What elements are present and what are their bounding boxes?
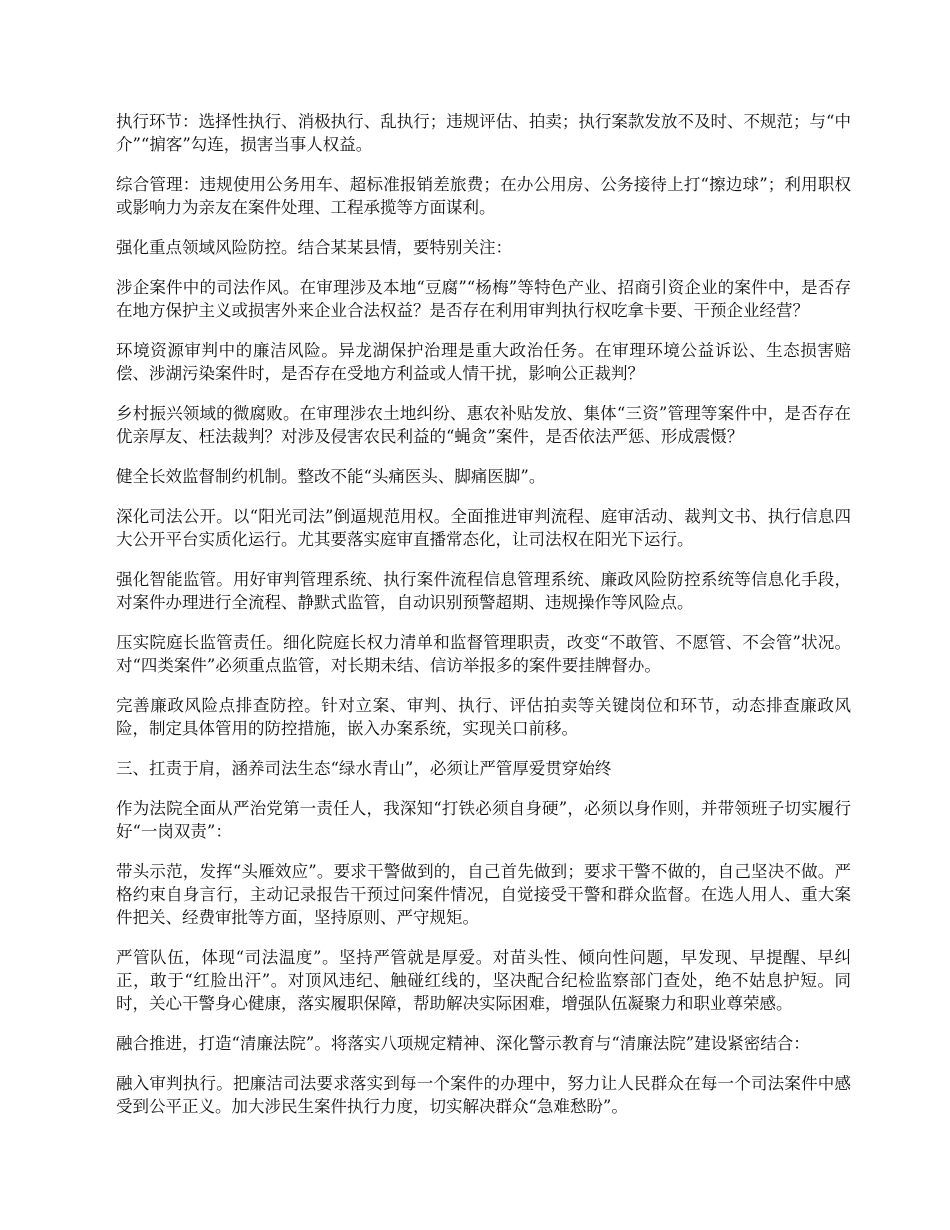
document-body [116, 110, 851, 1135]
section-heading-three: 三、扛责于肩，涵养司法生态“绿水青山”，必须让严管厚爱贯穿始终 [116, 759, 612, 778]
paragraph-lead-by-example: 带头示范，发挥“头雁效应”。要求干警做到的，自己首先做到；要求干警不做的，自己坚决不做。严格约束自身言行，主动记录报告干预过问案件情况，自觉接受干警和群众监督。在选人用人、重大案件把关、经费审批等方面，坚持原则、严守规矩。 [116, 862, 851, 927]
paragraph-clean-court: 融合推进，打造“清廉法院”。将落实八项规定精神、深化警示教育与“清廉法院”建设紧密结合： [116, 1034, 810, 1053]
paragraph-environmental-trials: 环境资源审判中的廉洁风险。异龙湖保护治理是重大政治任务。在审理环境公益诉讼、生态损害赔偿、涉湖污染案件时，是否存在受地方利益或人情干扰，影响公正裁判？ [116, 341, 851, 383]
paragraph-rural-revitalization: 乡村振兴领域的微腐败。在审理涉农土地纠纷、惠农补贴发放、集体“三资”管理等案件中，是否存在优亲厚友、枉法裁判？对涉及侵害农民利益的“蝇贪”案件，是否依法严惩、形成震慑？ [116, 404, 851, 446]
paragraph-risk-point-screening: 完善廉政风险点排查防控。针对立案、审判、执行、评估拍卖等关键岗位和环节，动态排查廉政风险，制定具体管用的防控措施，嵌入办案系统，实现关口前移。 [116, 696, 851, 738]
paragraph-smart-supervision: 强化智能监管。用好审判管理系统、执行案件流程信息管理系统、廉政风险防控系统等信息化手段，对案件办理进行全流程、静默式监管，自动识别预警超期、违规操作等风险点。 [116, 570, 851, 612]
paragraph-enterprise-cases: 涉企案件中的司法作风。在审理涉及本地“豆腐”“杨梅”等特色产业、招商引资企业的案件中，是否存在地方保护主义或损害外来企业合法权益？是否存在利用审判执行权吃拿卡要、干预企业经营？ [116, 278, 851, 320]
paragraph-president-responsibility: 压实院庭长监管责任。细化院庭长权力清单和监督管理职责，改变“不敢管、不愿管、不会管”状况。对“四类案件”必须重点监管，对长期未结、信访举报多的案件要挂牌督办。 [116, 633, 851, 675]
paragraph-strict-team-management: 严管队伍，体现“司法温度”。坚持严管就是厚爱。对苗头性、倾向性问题，早发现、早提醒、早纠正，敢于“红脸出汗”。对顶风违纪、触碰红线的，坚决配合纪检监察部门查处，绝不姑息护短。同时，关心干警身心健康，落实履职保障，帮助解决实际困难，增强队伍凝聚力和职业尊荣感。 [116, 948, 851, 1013]
paragraph-key-area-risk-control: 强化重点领域风险防控。结合某某县情，要特别关注： [116, 238, 512, 257]
paragraph-judicial-openness: 深化司法公开。以“阳光司法”倒逼规范用权。全面推进审判流程、庭审活动、裁判文书、执行信息四大公开平台实质化运行。尤其要落实庭审直播常态化，让司法权在阳光下运行。 [116, 507, 851, 549]
paragraph-integrate-trials: 融入审判执行。把廉洁司法要求落实到每一个案件的办理中，努力让人民群众在每一个司法案件中感受到公平正义。加大涉民生案件执行力度，切实解决群众“急难愁盼”。 [116, 1074, 851, 1116]
paragraph-execution-stage: 执行环节：选择性执行、消极执行、乱执行；违规评估、拍卖；执行案款发放不及时、不规范；与“中介”“掮客”勾连，损害当事人权益。 [116, 112, 851, 154]
paragraph-first-responsible-person: 作为法院全面从严治党第一责任人，我深知“打铁必须自身硬”，必须以身作则，并带领班子切实履行好“一岗双责”： [116, 799, 851, 841]
paragraph-long-term-supervision: 健全长效监督制约机制。整改不能“头痛医头、脚痛医脚”。 [116, 467, 546, 486]
paragraph-general-management: 综合管理：违规使用公务用车、超标准报销差旅费；在办公用房、公务接待上打“擦边球”；利用职权或影响力为亲友在案件处理、工程承揽等方面谋利。 [116, 175, 851, 217]
